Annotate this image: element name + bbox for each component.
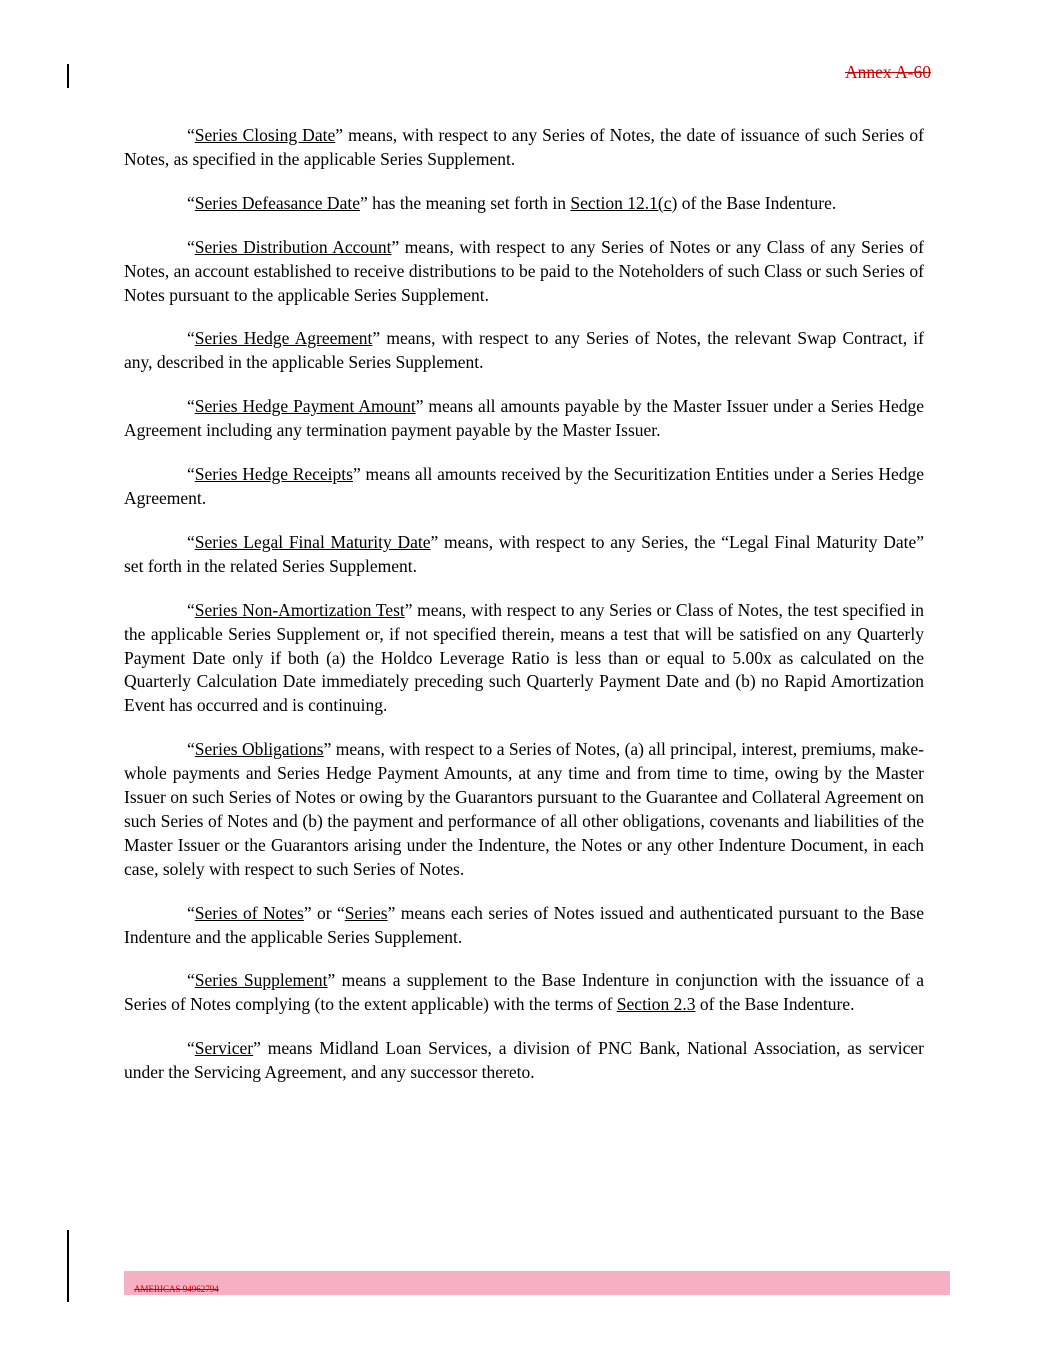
section-reference: Section 2.3 [616, 994, 696, 1015]
definition-series-hedge-receipts [124, 463, 924, 511]
defined-term: Series Distribution Account [194, 236, 392, 257]
definition-series-legal-final-maturity-date [124, 531, 924, 579]
definition-text: ” means all amounts received by the Securitization Entities under a Series Hedge Agreement. [124, 464, 924, 508]
open-quote: “ [187, 902, 195, 923]
page-label: Annex A-60 [844, 62, 931, 82]
defined-term: Series Closing Date [194, 125, 336, 145]
definition-series-obligations [124, 738, 924, 881]
definition-text: ” has the meaning set forth in [359, 192, 571, 213]
revision-bar-top [67, 64, 69, 88]
open-quote: “ [187, 464, 195, 485]
defined-term: Series Obligations [194, 739, 324, 760]
open-quote: “ [187, 236, 195, 257]
defined-term-alt: Series [344, 902, 388, 923]
definition-series-defeasance-date [124, 192, 924, 216]
open-quote: “ [187, 1038, 195, 1059]
definition-text-continued: of the Base Indenture. [677, 192, 837, 213]
definition-series-hedge-agreement [124, 327, 924, 375]
open-quote: “ [187, 396, 195, 417]
definition-series-supplement [124, 969, 924, 1017]
open-quote: “ [187, 739, 195, 760]
defined-term: Series Non-Amortization Test [194, 599, 405, 620]
open-quote: “ [187, 328, 195, 349]
definition-series-of-notes [124, 902, 924, 950]
definition-text: ” means, with respect to any Series of Notes or any Class of any Series of Notes, an account established to receive distributions to be paid to the Noteholders of such Class or such Series of Notes pursuant to the applicable Series Supplement. [124, 236, 924, 305]
defined-term: Series Hedge Agreement [194, 328, 373, 349]
definition-text: ” means, with respect to any Series of Notes, the relevant Swap Contract, if any, described in the applicable Series Supplement. [124, 328, 925, 373]
section-reference: Section 12.1(c) [570, 192, 678, 213]
open-quote: “ [187, 531, 195, 552]
definition-text: ” means, with respect to any Series or Class of Notes, the test specified in the applicable Series Supplement or, if not specified therein, means a test that will be satisfied on any Quarterly Payment Date only if both (a) the Holdco Leverage Ratio is less than or equal to 5.00x as calculated on the Quarterly Calculation Date immediately preceding such Quarterly Payment Date and (b) no Rapid Amortization Event has occurred and is continuing. [124, 599, 924, 716]
document-id: AMERICAS 94962794 [134, 1284, 219, 1294]
defined-term: Series Defeasance Date [194, 192, 360, 213]
definition-text-continued: of the Base Indenture. [695, 994, 855, 1015]
defined-term: Servicer [194, 1038, 254, 1059]
definition-text-continued: ” means each series of Notes issued and authenticated pursuant to the Base Indenture and the applicable Series Supplement. [124, 902, 924, 947]
defined-term: Series Supplement [194, 970, 328, 991]
revision-bar-bottom [67, 1230, 69, 1302]
definition-series-closing-date [124, 124, 924, 172]
definition-series-hedge-payment-amount [124, 395, 924, 443]
open-quote: “ [187, 192, 195, 213]
open-quote: “ [187, 970, 195, 991]
definition-series-distribution-account [124, 236, 924, 308]
definition-servicer [124, 1037, 924, 1085]
definition-text: ” means Midland Loan Services, a division of PNC Bank, National Association, as servicer under the Servicing Agreement, and any successor thereto. [124, 1038, 924, 1083]
definition-series-non-amortization-test [124, 599, 924, 719]
definition-text: ” means, with respect to a Series of Notes, (a) all principal, interest, premiums, make-whole payments and Series Hedge Payment Amounts, at any time and from time to time, owing by the Master Issuer on such Series of Notes or owing by the Guarantors pursuant to the Guarantee and Collateral Agreement on such Series of Notes and (b) the payment and performance of all other obligations, covenants and liabilities of the Master Issuer or the Guarantors arising under the Indenture, the Notes or any other Indenture Document, in each case, solely with respect to such Series of Notes. [124, 739, 924, 879]
footer-bar [124, 1271, 950, 1295]
defined-term: Series Legal Final Maturity Date [194, 531, 431, 552]
definition-text: ” means, with respect to any Series, the “Legal Final Maturity Date” set forth in the related Series Supplement. [124, 531, 924, 576]
definition-text: ” or “ [303, 902, 345, 923]
defined-term: Series Hedge Receipts [194, 464, 353, 485]
open-quote: “ [187, 599, 195, 620]
definition-text: ” means all amounts payable by the Master Issuer under a Series Hedge Agreement including any termination payment payable by the Master Issuer. [124, 396, 924, 441]
definition-text: ” means a supplement to the Base Indenture in conjunction with the issuance of a Series of Notes complying (to the extent applicable) with the terms of [124, 970, 925, 1015]
definitions-body [124, 124, 924, 1105]
open-quote: “ [187, 125, 195, 145]
definition-text: ” means, with respect to any Series of Notes, the date of issuance of such Series of Notes, as specified in the applicable Series Supplement. [124, 125, 924, 169]
defined-term: Series Hedge Payment Amount [194, 396, 416, 417]
defined-term: Series of Notes [194, 902, 304, 923]
